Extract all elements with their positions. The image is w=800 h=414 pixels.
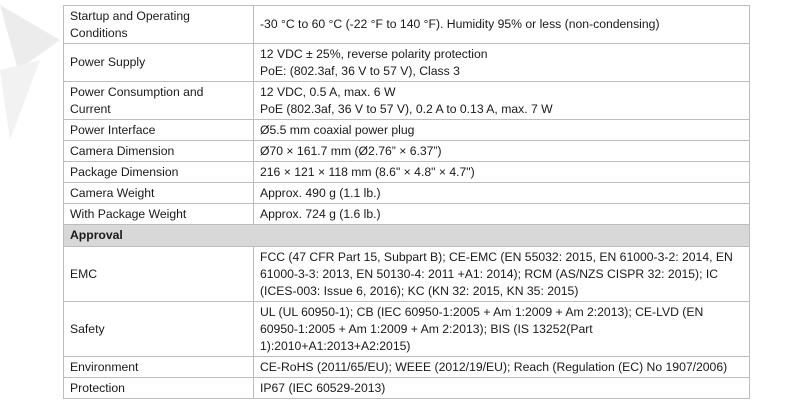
spec-label: Startup and Operating Conditions [64, 6, 254, 44]
spec-label: Power Consumption and Current [64, 82, 254, 120]
spec-value [254, 141, 750, 162]
spec-row [64, 378, 750, 399]
spec-label: Safety [64, 302, 254, 357]
spec-value-line: Ø70 × 161.7 mm (Ø2.76” × 6.37”) [260, 143, 442, 158]
spec-value-line: 12 VDC, 0.5 A, max. 6 W [260, 84, 396, 99]
spec-value [254, 357, 750, 378]
spec-value-line: 12 VDC ± 25%, reverse polarity protection [260, 46, 488, 61]
spec-value-line: Approx. 724 g (1.6 lb.) [260, 206, 381, 221]
spec-row [64, 204, 750, 225]
spec-row [64, 120, 750, 141]
spec-row [64, 302, 750, 357]
spec-value-line: UL (UL 60950-1); CB (IEC 60950-1:2005 + Am 1:2009 + Am 2:2013); CE-LVD (EN 60950-1:2005 + Am 1:2009 + Am 2:2013); BIS (IS 13252(Part 1):2010+A1:2013+A2:2015) [260, 304, 704, 353]
spec-label: Camera Dimension [64, 141, 254, 162]
spec-value-line: CE-RoHS (2011/65/EU); WEEE (2012/19/EU); Reach (Regulation (EC) No 1907/2006) [260, 359, 728, 374]
spec-value [254, 204, 750, 225]
spec-label: Power Interface [64, 120, 254, 141]
spec-row [64, 183, 750, 204]
spec-label: Camera Weight [64, 183, 254, 204]
spec-value-line: Ø5.5 mm coaxial power plug [260, 122, 415, 137]
section-title: Approval [64, 225, 750, 247]
spec-row [64, 141, 750, 162]
spec-table [63, 5, 750, 399]
spec-value [254, 183, 750, 204]
spec-value [254, 6, 750, 44]
spec-row [64, 357, 750, 378]
spec-value [254, 247, 750, 302]
spec-row [64, 82, 750, 120]
spec-value-line: PoE: (802.3af, 36 V to 57 V), Class 3 [260, 63, 460, 78]
spec-value [254, 302, 750, 357]
spec-value [254, 120, 750, 141]
section-header-row [64, 225, 750, 247]
spec-value [254, 162, 750, 183]
spec-row [64, 247, 750, 302]
spec-value [254, 44, 750, 82]
watermark-logo [0, 0, 70, 150]
spec-row [64, 44, 750, 82]
spec-label: Power Supply [64, 44, 254, 82]
spec-row [64, 162, 750, 183]
spec-value-line: PoE (802.3af, 36 V to 57 V), 0.2 A to 0.13 A, max. 7 W [260, 101, 553, 116]
spec-label: Environment [64, 357, 254, 378]
spec-label: With Package Weight [64, 204, 254, 225]
spec-value-line: FCC (47 CFR Part 15, Subpart B); CE-EMC (EN 55032: 2015, EN 61000-3-2: 2014, EN 61000-3-3: 2013, EN 50130-4: 2011 +A1: 2014); RCM (AS/NZS CISPR 32: 2015); IC (ICES-003: Issue 6, 2016); KC (KN 32: 2015, KN 35: 2015) [260, 249, 733, 298]
spec-value [254, 378, 750, 399]
spec-value-line: IP67 (IEC 60529-2013) [260, 380, 386, 395]
spec-label: Package Dimension [64, 162, 254, 183]
spec-value-line: Approx. 490 g (1.1 lb.) [260, 185, 381, 200]
spec-row [64, 6, 750, 44]
spec-label: Protection [64, 378, 254, 399]
spec-value-line: -30 °C to 60 °C (-22 °F to 140 °F). Humidity 95% or less (non-condensing) [260, 17, 660, 31]
spec-value [254, 82, 750, 120]
spec-value-line: 216 × 121 × 118 mm (8.6" × 4.8" × 4.7") [260, 164, 475, 179]
spec-label: EMC [64, 247, 254, 302]
